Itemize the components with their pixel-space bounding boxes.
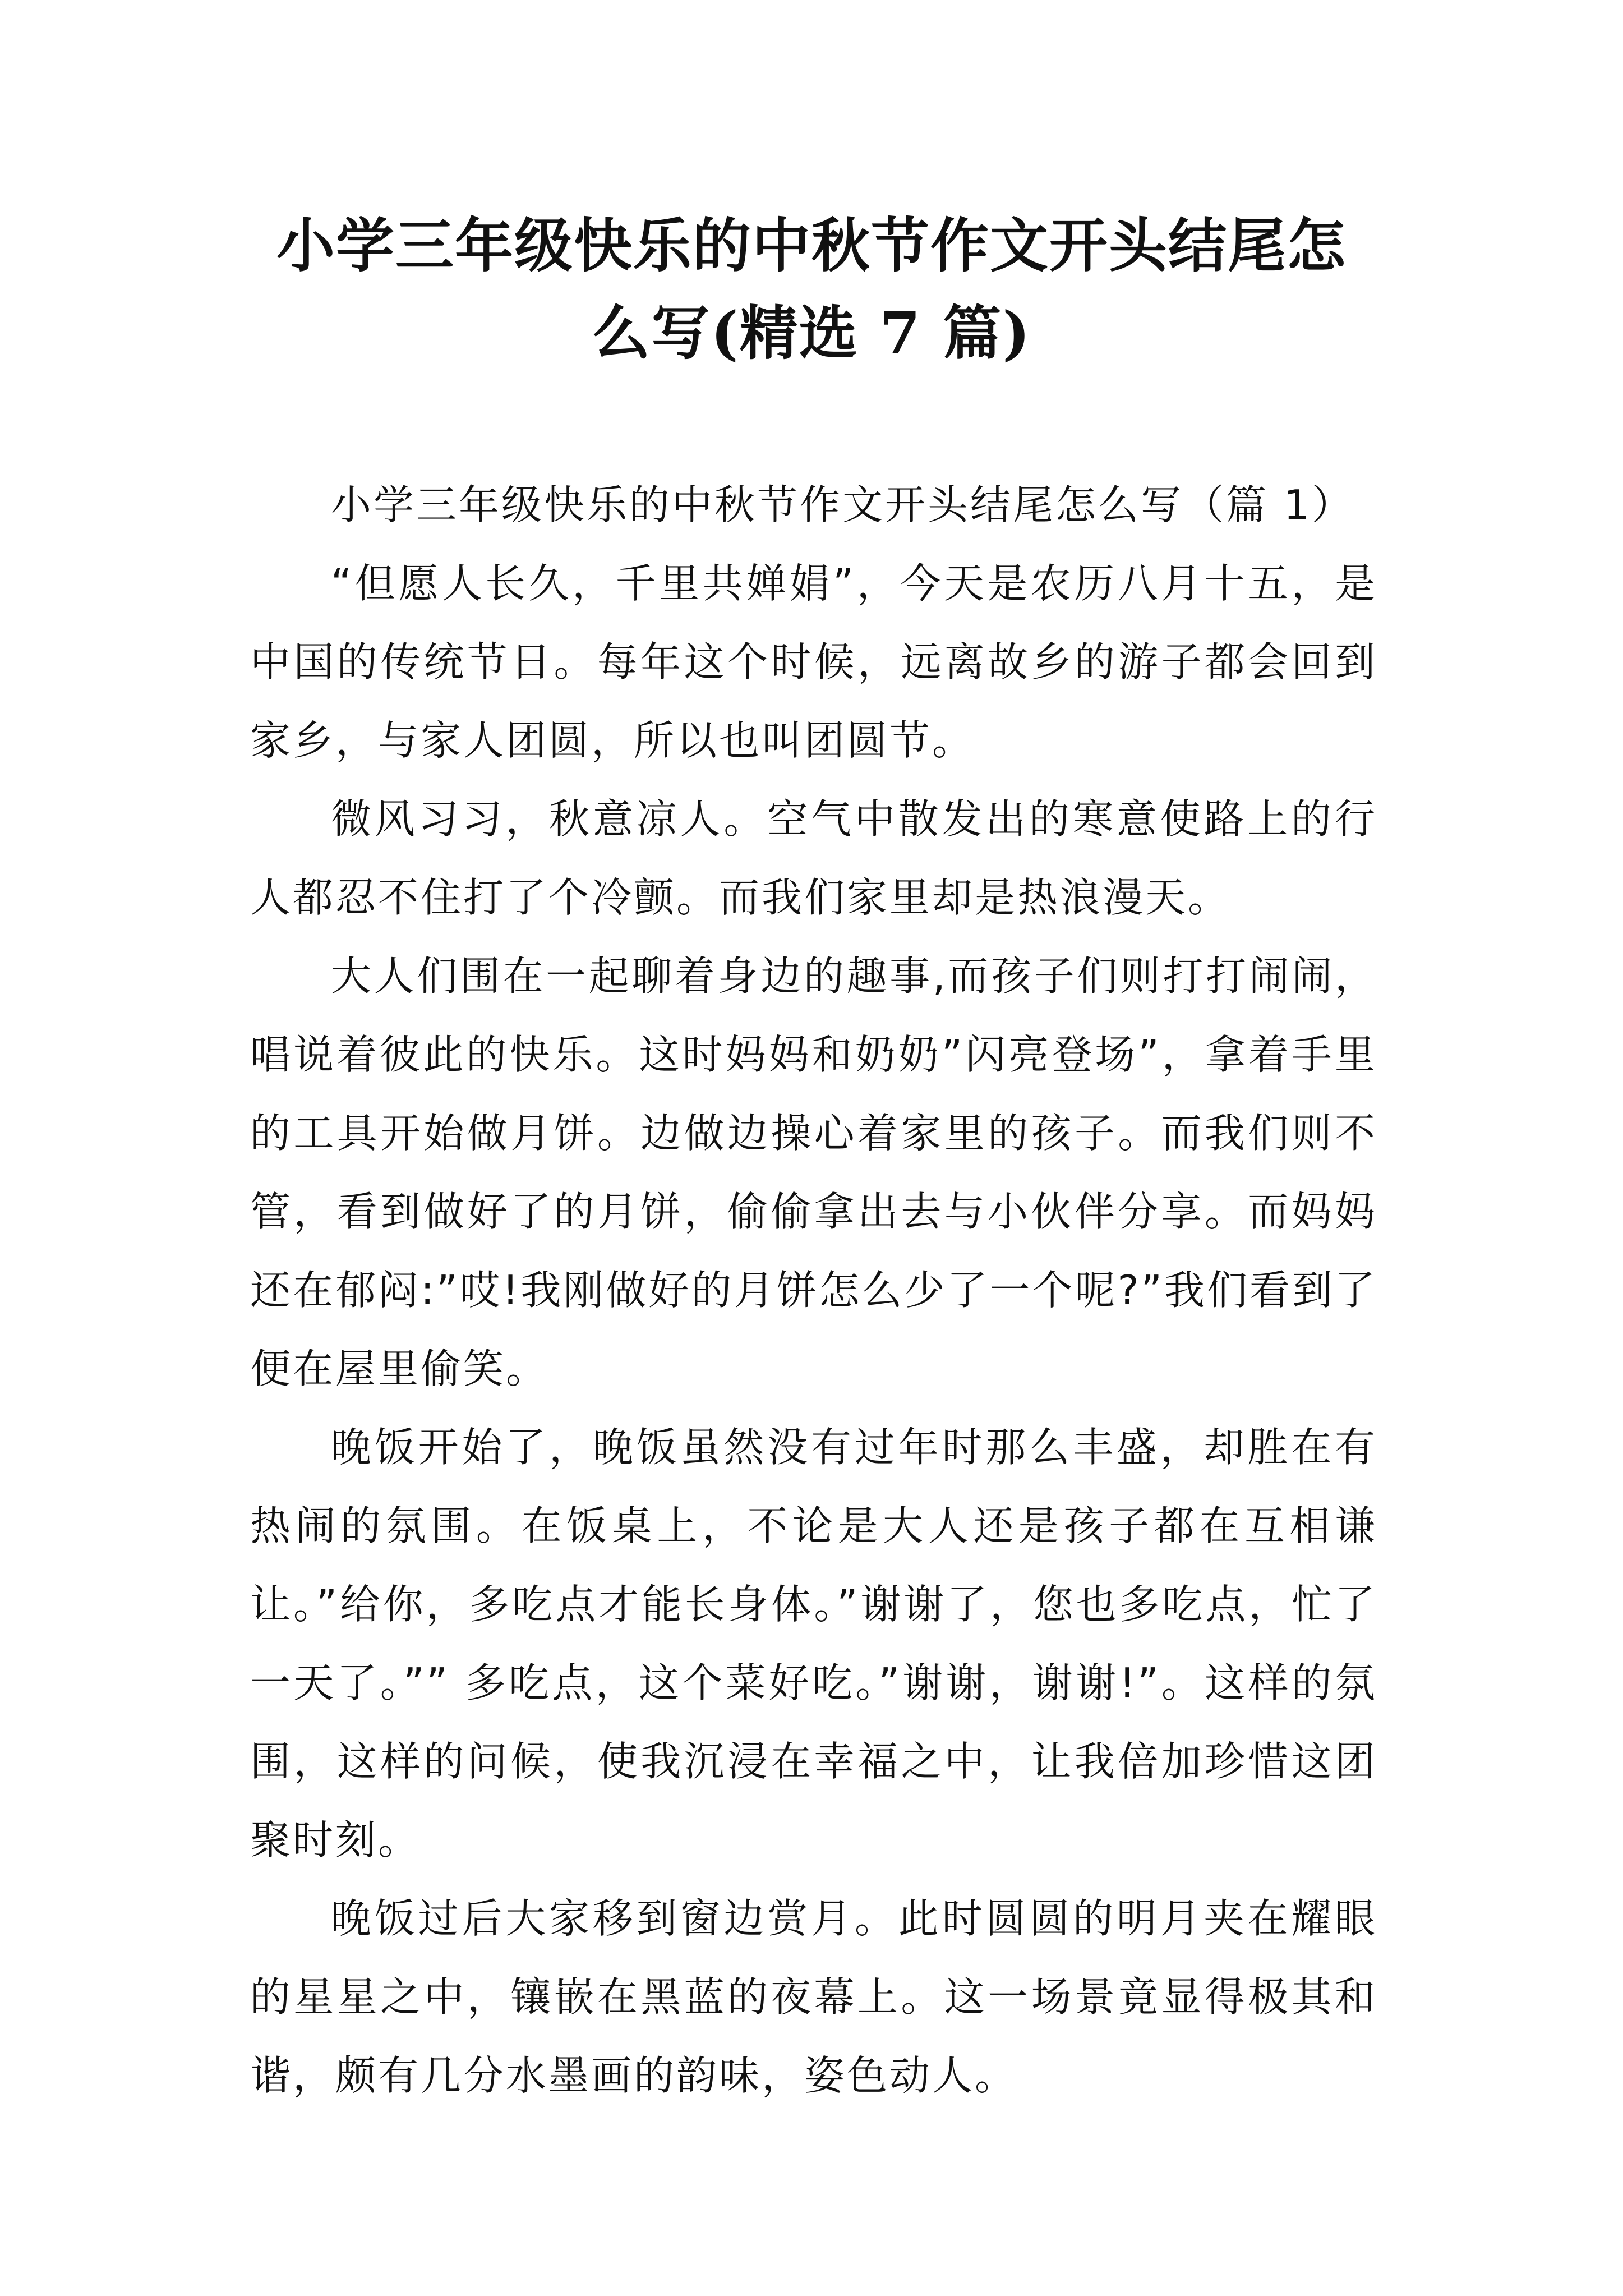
section-heading: 小学三年级快乐的中秋节作文开头结尾怎么写（篇 1） xyxy=(331,481,1354,528)
paragraph-3: 大人们围在一起聊着身边的趣事,而孩子们则打打闹闹，唱说着彼此的快乐。这时妈妈和奶奶”闪亮登场”，拿着手里的工具开始做月饼。边做边操心着家里的孩子。而我们则不管，看到做好了的月饼，偷偷拿出去与小伙伴分享。而妈妈还在郁闷:”哎!我刚做好的月饼怎么少了一个呢?”我们看到了便在屋里偷笑。 xyxy=(250,953,1377,1392)
document-title-line-2: 么写(精选 7 篇) xyxy=(592,298,1031,367)
document-body xyxy=(250,466,1377,2115)
paragraph-5: 晚饭过后大家移到窗边赏月。此时圆圆的明月夹在耀眼的星星之中，镶嵌在黑蓝的夜幕上。这一场景竟显得极其和谐，颇有几分水墨画的韵味，姿色动人。 xyxy=(250,1895,1377,2099)
document-title-line-1: 小学三年级快乐的中秋节作文开头结尾怎 xyxy=(276,211,1347,280)
paragraph-4: 晚饭开始了，晚饭虽然没有过年时那么丰盛，却胜在有热闹的氛围。在饭桌上，不论是大人还是孩子都在互相谦让。”给你，多吃点才能长身体。”谢谢了，您也多吃点，忙了一天了。”” 多吃点，这个菜好吃。”谢谢，谢谢!”。这样的氛围，这样的问候，使我沉浸在幸福之中，让我倍加珍惜这团聚时刻。 xyxy=(250,1424,1377,1864)
paragraph-2: 微风习习，秋意凉人。空气中散发出的寒意使路上的行人都忍不住打了个冷颤。而我们家里却是热浪漫天。 xyxy=(250,795,1377,921)
document-title xyxy=(236,202,1387,377)
paragraph-1: “但愿人长久，千里共婵娟”，今天是农历八月十五，是中国的传统节日。每年这个时候，远离故乡的游子都会回到家乡，与家人团圆，所以也叫团圆节。 xyxy=(250,560,1377,764)
